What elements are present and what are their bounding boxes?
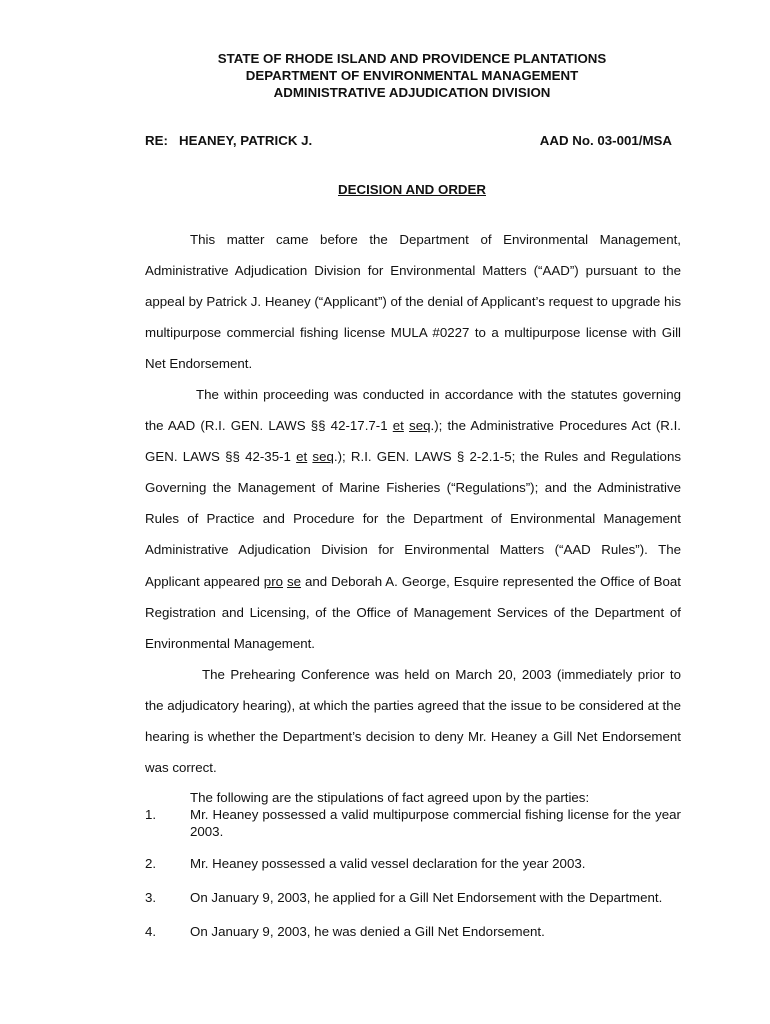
proceeding-text-b: .); the Administrative Procedures Act (R.I. GEN. LAWS §§ 42-35-1 <box>145 418 681 465</box>
case-number: AAD No. 03-001/MSA <box>539 133 672 148</box>
stipulation-text: On January 9, 2003, he applied for a Gill Net Endorsement with the Department. <box>190 890 663 905</box>
paragraph-prehearing: The Prehearing Conference was held on March 20, 2003 (immediately prior to the adjudicatory hearing), at which the parties agreed that the issue to be considered at the hearing is whether the Department’s decision to deny Mr. Heaney a Gill Net Endorsement was correct. <box>145 667 681 776</box>
proceeding-text-a: The within proceeding was conducted in accordance with the statutes governing the AAD (R.I. GEN. LAWS §§ 42-17.7-1 <box>145 387 681 434</box>
et-seq-et-1: et <box>392 418 404 434</box>
re-line <box>145 133 672 148</box>
stipulation-number: 1. <box>145 807 157 822</box>
stipulation-item <box>145 806 681 840</box>
stipulation-text: Mr. Heaney possessed a valid multipurpose commercial fishing license for the year 2003. <box>190 807 681 839</box>
proceeding-text-d: and Deborah A. George, Esquire represented the Office of Boat Registration and Licensing, of the Office of Management Services of the Department of Environmental Management. <box>145 573 681 651</box>
header-division: ADMINISTRATIVE ADJUDICATION DIVISION <box>273 85 551 100</box>
et-seq-seq-1: seq <box>409 418 431 434</box>
header-state: STATE OF RHODE ISLAND AND PROVIDENCE PLANTATIONS <box>217 51 607 66</box>
stipulation-text: On January 9, 2003, he was denied a Gill Net Endorsement. <box>190 924 545 939</box>
stipulations-intro: The following are the stipulations of fact agreed upon by the parties: <box>190 790 590 805</box>
stipulation-number: 3. <box>145 890 157 905</box>
stipulation-item <box>145 889 681 906</box>
et-seq-et-2: et <box>296 449 308 465</box>
stipulation-number: 4. <box>145 924 157 939</box>
header-department: DEPARTMENT OF ENVIRONMENTAL MANAGEMENT <box>245 68 579 83</box>
paragraph-proceeding <box>145 379 681 659</box>
pro-se-se: se <box>286 573 302 589</box>
re-party: RE: HEANEY, PATRICK J. <box>145 133 313 148</box>
stipulation-number: 2. <box>145 856 157 871</box>
pro-se-pro: pro <box>263 573 284 589</box>
paragraph-intro: This matter came before the Department of Environmental Management, Administrative Adjudication Division for Environmental Matters (“AAD”) pursuant to the appeal by Patrick J. Heaney (“Applicant”) of the denial of Applicant’s request to upgrade his multipurpose commercial fishing license MULA #0227 to a multipurpose license with Gill Net Endorsement. <box>145 232 681 372</box>
stipulation-item <box>145 855 681 872</box>
stipulation-text: Mr. Heaney possessed a valid vessel declaration for the year 2003. <box>190 856 586 871</box>
proceeding-text-c: .); R.I. GEN. LAWS § 2-2.1-5; the Rules and Regulations Governing the Management of Marine Fisheries (“Regulations”); and the Administrative Rules of Practice and Procedure for the Department of Environmental Management Administrative Adjudication Division for Environmental Matters (“AAD Rules”). The Applicant appeared <box>145 449 681 589</box>
document-header <box>0 50 770 101</box>
document-title: DECISION AND ORDER <box>338 182 486 197</box>
et-seq-seq-2: seq <box>312 449 334 465</box>
stipulation-item <box>145 923 681 940</box>
